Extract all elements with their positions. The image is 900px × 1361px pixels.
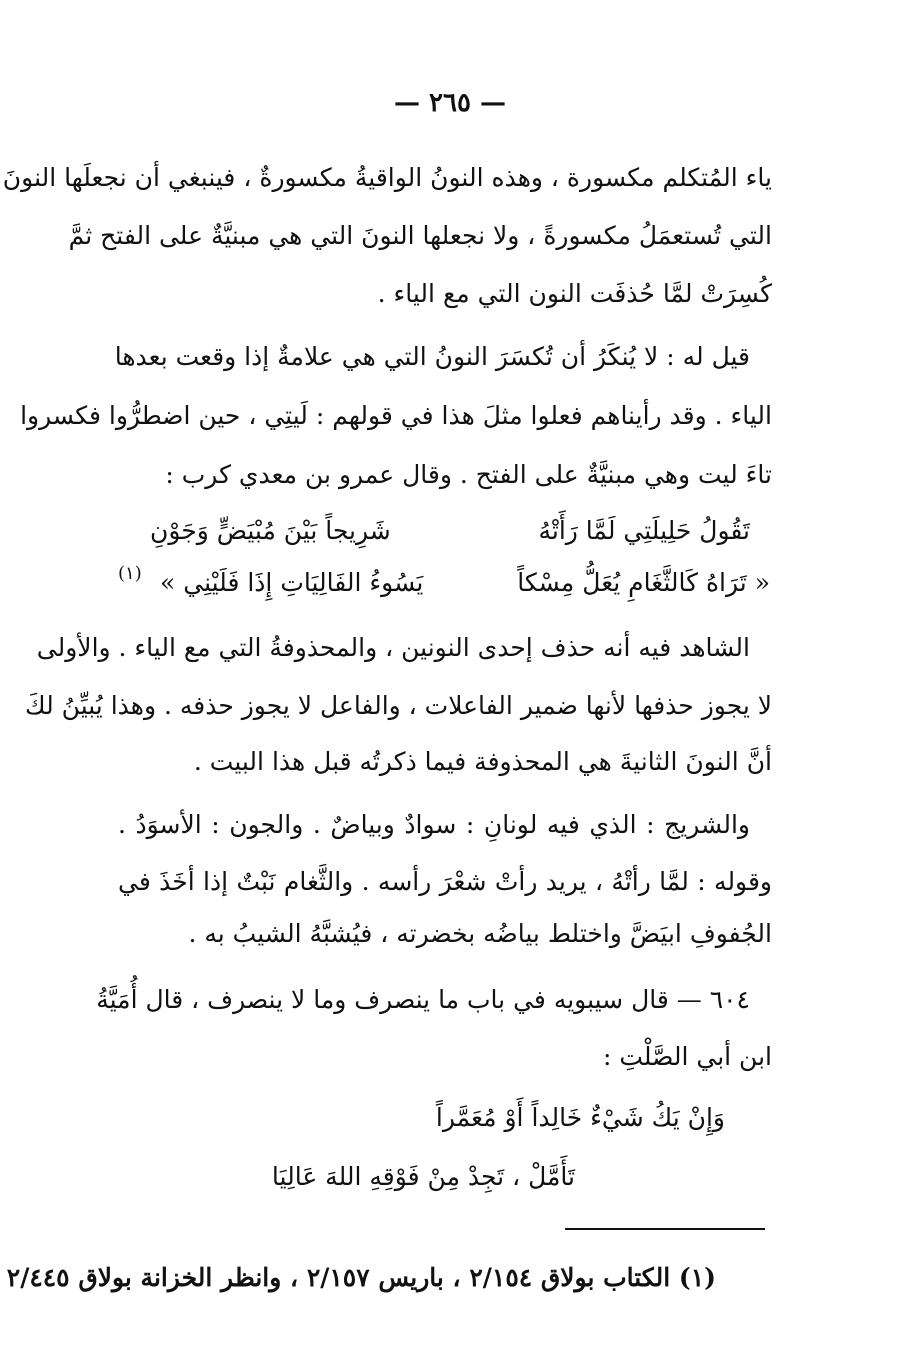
text-line: الشاهد فيه أنه حذف إحدى النونين ، والمحذوفةُ التي مع الياء . والأولى [36, 633, 750, 662]
footnote-divider [565, 1228, 765, 1230]
entry-heading-line: ٦٠٤ — قال سيبويه في باب ما ينصرف وما لا ينصرف ، قال أُمَيَّةُ [96, 985, 750, 1014]
text-line: وقوله : لمَّا رأتْهُ ، يريد رأتْ شعْرَ رأسه . والثَّغام نَبْتٌ إذا أخَذَ في [118, 867, 772, 896]
footnote-marker: (١) [118, 563, 142, 584]
text-line: الجُفوفِ ابيَضَّ واختلط بياضُه بخضرته ، فيُشبَّهُ الشيبُ به . [188, 919, 772, 948]
verse-line: تَأَمَّلْ ، تَجِدْ مِنْ فَوْقِهِ اللهَ عَالِيَا [271, 1162, 575, 1191]
text-line: التي تُستعمَلُ مكسورةً ، ولا نجعلها النونَ التي هي مبنيَّةٌ على الفتح ثمَّ [68, 221, 772, 250]
text-line: تاءَ ليت وهي مبنيَّةٌ على الفتح . وقال عمرو بن معدي كرب : [165, 460, 772, 489]
text-line: لا يجوز حذفها لأنها ضمير الفاعلات ، والفاعل لا يجوز حذفه . وهذا يُبيِّنُ لكَ [25, 691, 772, 720]
page-number: — ٢٦٥ — [393, 88, 507, 118]
text-line: ابن أبي الصَّلْتِ : [602, 1042, 772, 1071]
text-line: كُسِرَتْ لمَّا حُذفَت النون التي مع الياء . [377, 279, 772, 308]
text-line: قيل له : لا يُنكَرُ أن تُكسَرَ النونُ التي هي علامةٌ إذا وقعت بعدها [114, 342, 750, 371]
verse-hemistich: يَسُوءُ الفَالِيَاتِ إِذَا فَلَيْنِي » [160, 568, 424, 597]
text-line: الياء . وقد رأيناهم فعلوا مثلَ هذا في قولهم : لَيتِي ، حين اضطرُّوا فكسروا [20, 401, 772, 430]
verse-line: وَإِنْ يَكُ شَيْءٌ خَالِداً أَوْ مُعَمَّراً [435, 1103, 725, 1132]
text-line: والشريج : الذي فيه لونانِ : سوادٌ وبياضٌ . والجون : الأسوَدُ . [118, 810, 750, 839]
footnote: (١) الكتاب بولاق ٢/١٥٤ ، باريس ٢/١٥٧ ، وانظر الخزانة بولاق ٢/٤٤٥ [6, 1263, 716, 1292]
text-line: ياء المُتكلم مكسورة ، وهذه النونُ الواقيةُ مكسورةٌ ، فينبغي أن نجعلَها النونَ [2, 163, 772, 192]
verse-hemistich: تَقُولُ حَلِيلَتِي لَمَّا رَأَتْهُ [538, 516, 750, 545]
verse-hemistich: « تَرَاهُ كَالثَّغَامِ يُعَلُّ مِسْكاً [517, 568, 770, 597]
text-line: أنَّ النونَ الثانيةَ هي المحذوفة فيما ذكرتُه قبل هذا البيت . [193, 747, 772, 776]
verse-hemistich: شَرِيجاً بَيْنَ مُبْيَضٍّ وَجَوْنِ [150, 516, 391, 545]
